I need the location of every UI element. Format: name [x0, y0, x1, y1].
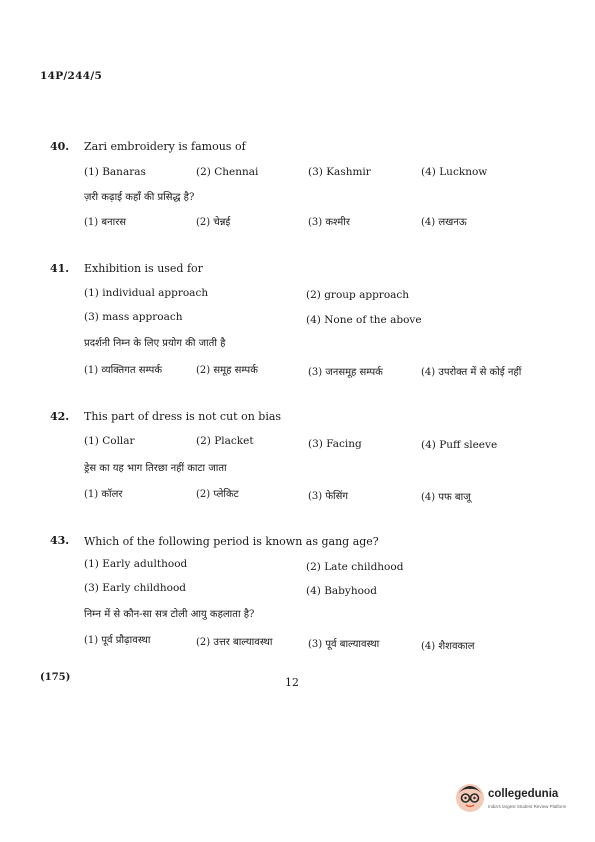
question-number: 43.	[50, 534, 70, 547]
footer-code: (175)	[40, 672, 71, 683]
hindi-option-2: (2) समूह सम्पर्क	[196, 365, 258, 376]
option-2: (2) Late childhood	[306, 561, 404, 573]
question-text: Zari embroidery is famous of	[84, 140, 246, 153]
hindi-option-4: (4) पफ बाजू	[421, 492, 471, 503]
question-number: 42.	[50, 410, 70, 423]
option-3: (3) mass approach	[84, 311, 183, 323]
option-1: (1) individual approach	[84, 287, 209, 299]
brand-tagline: India's largest Student Review Platform	[488, 804, 567, 809]
hindi-question-text: निम्न में से कौन-सा सत्र टोली आयु कहलाता है?	[84, 609, 255, 620]
brand-name: collegedunia	[488, 788, 559, 800]
hindi-option-1: (1) पूर्व प्रौढ़ावस्था	[84, 635, 151, 646]
option-4: (4) Puff sleeve	[421, 439, 498, 451]
option-4: (4) Babyhood	[306, 585, 377, 597]
hindi-option-2: (2) उत्तर बाल्यावस्था	[196, 637, 273, 648]
option-1: (1) Collar	[84, 435, 135, 447]
paper-code: 14P/244/5	[40, 70, 103, 82]
hindi-option-2: (2) प्लेकिट	[196, 489, 239, 500]
option-2: (2) Placket	[196, 435, 254, 447]
hindi-option-1: (1) बनारस	[84, 217, 127, 228]
option-2: (2) Chennai	[196, 166, 259, 178]
hindi-option-3: (3) पूर्व बाल्यावस्था	[308, 639, 380, 650]
page-number: 12	[285, 676, 299, 689]
hindi-option-3: (3) कश्मीर	[308, 217, 350, 228]
hindi-question-text: ज़री कढ़ाई कहाँ की प्रसिद्ध है?	[84, 192, 195, 203]
option-3: (3) Kashmir	[308, 166, 371, 178]
option-4: (4) None of the above	[306, 314, 422, 326]
option-2: (2) group approach	[306, 289, 410, 301]
hindi-option-2: (2) चेन्नई	[196, 217, 231, 228]
option-4: (4) Lucknow	[421, 166, 488, 178]
hindi-question-text: प्रदर्शनी निम्न के लिए प्रयोग की जाती है	[84, 338, 226, 349]
hindi-option-3: (3) जनसमूह सम्पर्क	[308, 367, 383, 378]
hindi-question-text: ड्रेस का यह भाग तिरछा नहीं काटा जाता	[84, 463, 227, 474]
question-text: Exhibition is used for	[84, 262, 203, 275]
question-number: 40.	[50, 140, 70, 153]
question-text: Which of the following period is known as gang age?	[84, 535, 379, 548]
collegedunia-watermark	[455, 780, 590, 820]
hindi-option-3: (3) फेसिंग	[308, 491, 349, 502]
hindi-option-1: (1) कॉलर	[84, 489, 123, 500]
hindi-option-4: (4) शैशवकाल	[421, 641, 475, 652]
hindi-option-1: (1) व्यक्तिगत सम्पर्क	[84, 365, 163, 376]
hindi-option-4: (4) लखनऊ	[421, 217, 467, 228]
hindi-option-4: (4) उपरोक्त में से कोई नहीं	[421, 367, 522, 378]
question-text: This part of dress is not cut on bias	[84, 410, 282, 423]
option-3: (3) Early childhood	[84, 582, 186, 594]
question-number: 41.	[50, 262, 70, 275]
option-3: (3) Facing	[308, 438, 362, 450]
option-1: (1) Early adulthood	[84, 558, 188, 570]
option-1: (1) Banaras	[84, 166, 146, 178]
mascot-icon	[455, 782, 485, 814]
